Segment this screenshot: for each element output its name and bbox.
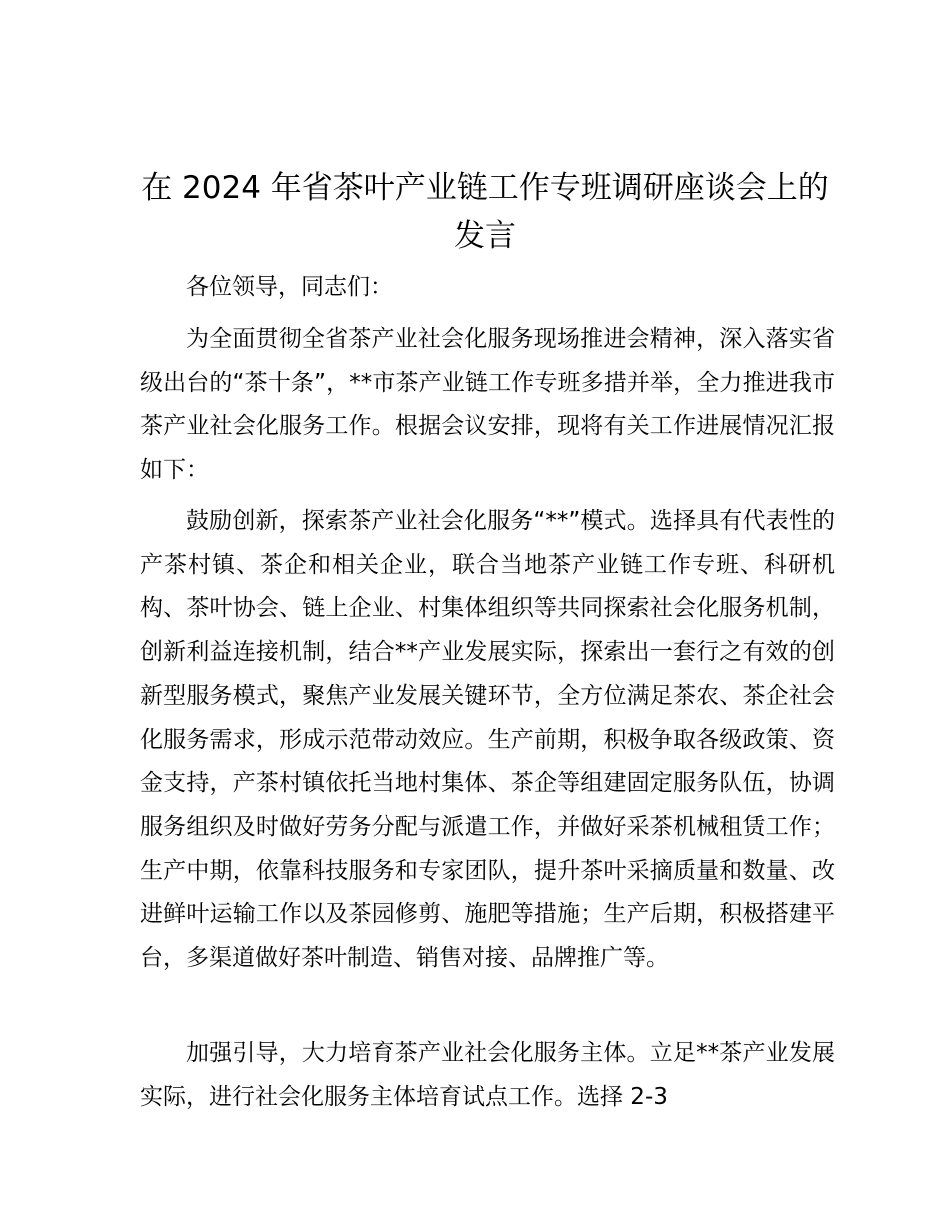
paragraph-1: 为全面贯彻全省茶产业社会化服务现场推进会精神，深入落实省级出台的“茶十条”，**市茶产业链工作专班多措并举，全力推进我市茶产业社会化服务工作。根据会议安排，现将有关工作进展情况汇报如下： <box>140 326 835 484</box>
paragraph-2: 鼓励创新，探索茶产业社会化服务“**”模式。选择具有代表性的产茶村镇、茶企和相关企业，联合当地茶产业链工作专班、科研机构、茶叶协会、链上企业、村集体组织等共同探索社会化服务机制，创新利益连接机制，结合**产业发展实际，探索出一套行之有效的创新型服务模式，聚焦产业发展关键环节，全方位满足茶农、茶企社会化服务需求，形成示范带动效应。生产前期，积极争取各级政策、资金支持，产茶村镇依托当地村集体、茶企等组建固定服务队伍，协调服务组织及时做好劳务分配与派遣工作，并做好采茶机械租赁工作；生产中期，依靠科技服务和专家团队，提升茶叶采摘质量和数量、改进鲜叶运输工作以及茶园修剪、施肥等措施；生产后期，积极搭建平台，多渠道做好茶叶制造、销售对接、品牌推广等。 <box>140 508 835 972</box>
document-title: 在 2024 年省茶叶产业链工作专班调研座谈会上的发言 <box>141 170 829 254</box>
greeting: 各位领导，同志们： <box>186 274 393 300</box>
paragraph-3: 加强引导，大力培育茶产业社会化服务主体。立足**茶产业发展实际，进行社会化服务主体培育试点工作。选择 2-3 <box>140 1040 835 1110</box>
